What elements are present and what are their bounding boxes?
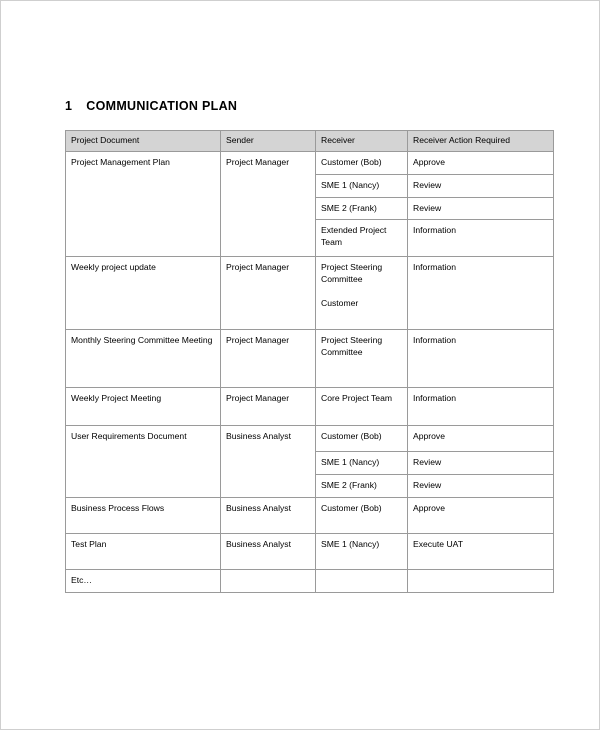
cell-sender: Business Analyst [221, 534, 316, 570]
cell-receiver-action: Information [408, 257, 554, 294]
cell-sender: Business Analyst [221, 426, 316, 498]
cell-project-document: Weekly project update [66, 257, 221, 330]
page-title [65, 99, 553, 113]
table-row [66, 388, 554, 426]
column-header-receiver: Receiver [316, 131, 408, 152]
cell-sender: Project Manager [221, 330, 316, 388]
cell-receiver: SME 2 (Frank) [316, 197, 408, 220]
cell-receiver: Customer (Bob) [316, 426, 408, 452]
cell-project-document: Business Process Flows [66, 498, 221, 534]
cell-sender: Project Manager [221, 388, 316, 426]
table-row [66, 570, 554, 593]
table-row [66, 534, 554, 570]
table-row [66, 426, 554, 452]
cell-receiver-action [408, 570, 554, 593]
cell-project-document: Monthly Steering Committee Meeting [66, 330, 221, 388]
table-row [66, 330, 554, 388]
cell-receiver: SME 1 (Nancy) [316, 534, 408, 570]
table-header [66, 131, 554, 152]
table-body [66, 151, 554, 592]
cell-receiver-action: Review [408, 197, 554, 220]
column-header-project-document: Project Document [66, 131, 221, 152]
cell-project-document: Weekly Project Meeting [66, 388, 221, 426]
document-content [65, 99, 553, 593]
cell-receiver-action: Information [408, 220, 554, 257]
cell-receiver [316, 570, 408, 593]
cell-receiver: SME 1 (Nancy) [316, 174, 408, 197]
column-header-sender: Sender [221, 131, 316, 152]
cell-receiver: Project Steering Committee [316, 330, 408, 388]
table-row [66, 498, 554, 534]
cell-receiver-action: Approve [408, 151, 554, 174]
cell-receiver-action: Approve [408, 498, 554, 534]
cell-project-document: Test Plan [66, 534, 221, 570]
heading-text: COMMUNICATION PLAN [86, 99, 238, 113]
cell-receiver: Customer (Bob) [316, 151, 408, 174]
cell-receiver: Customer (Bob) [316, 498, 408, 534]
cell-receiver: Customer [316, 293, 408, 330]
cell-receiver: SME 2 (Frank) [316, 475, 408, 498]
column-header-receiver-action: Receiver Action Required [408, 131, 554, 152]
cell-receiver-action [408, 293, 554, 330]
cell-receiver-action: Information [408, 388, 554, 426]
cell-sender [221, 570, 316, 593]
cell-receiver-action: Review [408, 475, 554, 498]
cell-receiver: Extended Project Team [316, 220, 408, 257]
cell-receiver-action: Execute UAT [408, 534, 554, 570]
cell-project-document: User Requirements Document [66, 426, 221, 498]
cell-project-document: Project Management Plan [66, 151, 221, 257]
cell-receiver-action: Information [408, 330, 554, 388]
cell-sender: Business Analyst [221, 498, 316, 534]
cell-project-document: Etc… [66, 570, 221, 593]
cell-receiver-action: Review [408, 174, 554, 197]
cell-sender: Project Manager [221, 151, 316, 257]
heading-number: 1 [65, 99, 73, 113]
table-row [66, 151, 554, 174]
cell-receiver-action: Review [408, 452, 554, 475]
communication-plan-table [65, 130, 554, 593]
cell-receiver: Core Project Team [316, 388, 408, 426]
table-header-row [66, 131, 554, 152]
cell-sender: Project Manager [221, 257, 316, 330]
table-row [66, 257, 554, 294]
cell-receiver: Project Steering Committee [316, 257, 408, 294]
cell-receiver-action: Approve [408, 426, 554, 452]
cell-receiver: SME 1 (Nancy) [316, 452, 408, 475]
